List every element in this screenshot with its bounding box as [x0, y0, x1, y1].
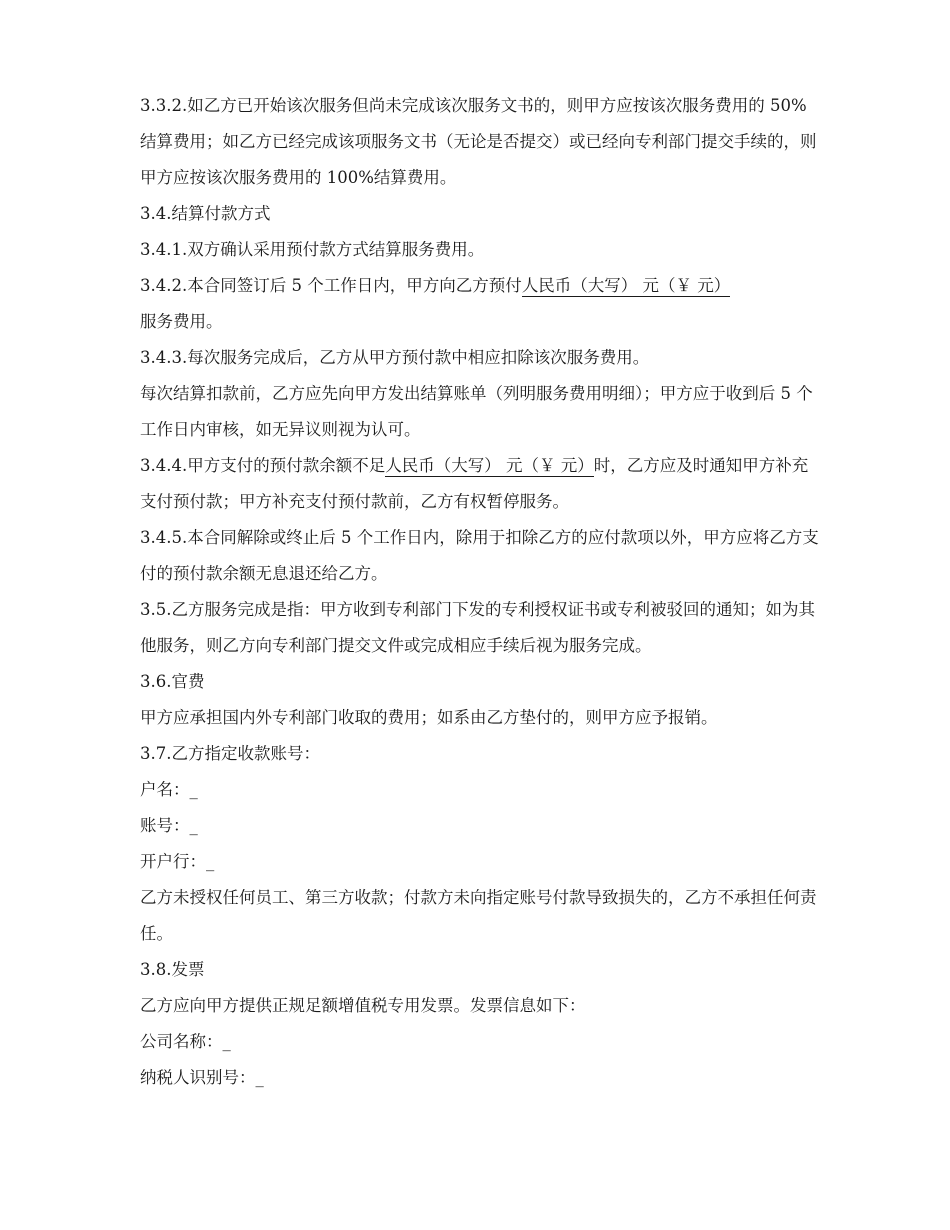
- payment-disclaimer: 乙方未授权任何员工、第三方收款；付款方未向指定账号付款导致损失的，乙方不承担任何责任。: [140, 888, 817, 943]
- document-body: [140, 88, 820, 1096]
- clause-3-4-2: [140, 268, 820, 340]
- invoice-paragraph: 乙方应向甲方提供正规足额增值税专用发票。发票信息如下：: [140, 996, 586, 1015]
- balance-amount-blank: 人民币（大写） 元（￥ 元）: [385, 456, 594, 475]
- heading-3-6: 3.6.官费: [140, 672, 205, 691]
- clause-3-4-4-tail: 时，乙方应及时通知甲方补充支付预付款；甲方补充支付预付款前，乙方有权暂停服务。: [140, 456, 809, 511]
- clause-3-3-2: 3.3.2.如乙方已开始该次服务但尚未完成该次服务文书的，则甲方应按该次服务费用的 50%结算费用；如乙方已经完成该项服务文书（无论是否提交）或已经向专利部门提交手续的，则甲方应按该次服务费用的 100%结算费用。: [140, 96, 817, 187]
- clause-3-4-1: 3.4.1.双方确认采用预付款方式结算服务费用。: [140, 240, 485, 259]
- account-name-line: 户名：_: [140, 780, 198, 799]
- clause-3-5: 3.5.乙方服务完成是指：甲方收到专利部门下发的专利授权证书或专利被驳回的通知；如为其他服务，则乙方向专利部门提交文件或完成相应手续后视为服务完成。: [140, 600, 815, 655]
- settlement-paragraph: 每次结算扣款前，乙方应先向甲方发出结算账单（列明服务费用明细）；甲方应于收到后 5 个工作日内审核，如无异议则视为认可。: [140, 384, 813, 439]
- bank-line: 开户行：_: [140, 852, 215, 871]
- official-fees-paragraph: 甲方应承担国内外专利部门收取的费用；如系由乙方垫付的，则甲方应予报销。: [140, 708, 718, 727]
- prepay-amount-blank: 人民币（大写） 元（￥ 元）: [521, 276, 731, 295]
- clause-3-4-3: 3.4.3.每次服务完成后，乙方从甲方预付款中相应扣除该次服务费用。: [140, 348, 650, 367]
- clause-3-4-4-text: 3.4.4.甲方支付的预付款余额不足: [140, 456, 386, 475]
- account-number-line: 账号：_: [140, 816, 198, 835]
- taxpayer-id-line: 纳税人识别号：_: [140, 1068, 264, 1087]
- company-name-line: 公司名称：_: [140, 1032, 231, 1051]
- heading-3-4: 3.4.结算付款方式: [140, 204, 271, 223]
- heading-3-7: 3.7.乙方指定收款账号：: [140, 744, 320, 763]
- heading-3-8: 3.8.发票: [140, 960, 205, 979]
- clause-3-4-5: 3.4.5.本合同解除或终止后 5 个工作日内，除用于扣除乙方的应付款项以外，甲方应将乙方支付的预付款余额无息退还给乙方。: [140, 528, 819, 583]
- clause-3-4-2-text: 3.4.2.本合同签订后 5 个工作日内，甲方向乙方预付: [140, 276, 522, 295]
- clause-3-4-4: [140, 448, 820, 520]
- clause-3-4-2-tail: 服务费用。: [140, 312, 223, 331]
